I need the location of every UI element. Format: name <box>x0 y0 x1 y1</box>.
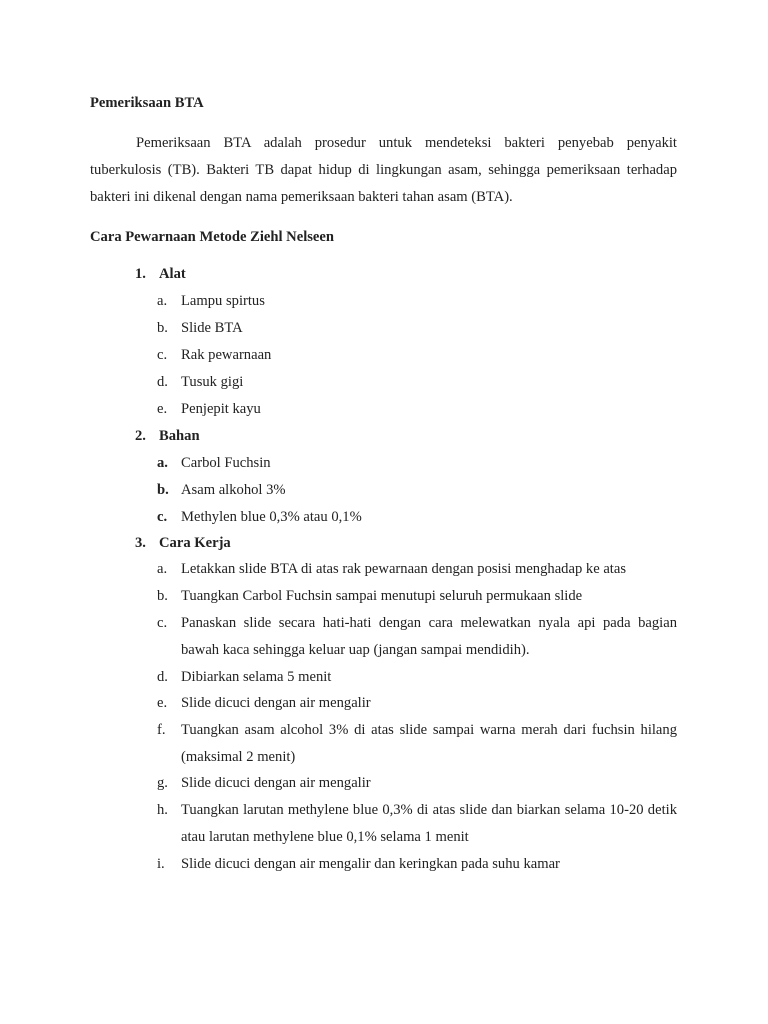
section-bahan-heading <box>135 427 200 445</box>
section-number: 1. <box>135 266 146 282</box>
list-item <box>157 610 677 664</box>
list-item-text: Slide dicuci dengan air mengalir <box>181 775 371 791</box>
method-heading: Cara Pewarnaan Metode Ziehl Nelseen <box>90 229 334 245</box>
section-cara-kerja-heading <box>135 534 231 552</box>
section-title: Cara Kerja <box>159 535 231 551</box>
list-item-text: Tuangkan Carbol Fuchsin sampai menutupi seluruh permukaan slide <box>181 588 583 604</box>
list-item-text: Rak pewarnaan <box>181 347 272 363</box>
list-marker: f. <box>157 722 166 738</box>
list-marker: a. <box>157 455 168 471</box>
document-title: Pemeriksaan BTA <box>90 95 204 111</box>
list-item <box>157 477 677 504</box>
list-item <box>157 717 677 771</box>
list-item <box>157 369 677 396</box>
list-item-text: Penjepit kayu <box>181 401 261 417</box>
list-item <box>157 664 677 691</box>
list-item <box>157 583 677 610</box>
list-item <box>157 690 677 717</box>
section-number: 2. <box>135 428 146 444</box>
list-item <box>157 770 677 797</box>
list-marker: b. <box>157 320 168 336</box>
list-marker: a. <box>157 561 168 577</box>
list-item <box>157 396 677 423</box>
list-item-text: Slide dicuci dengan air mengalir dan keringkan pada suhu kamar <box>181 856 560 872</box>
list-marker: i. <box>157 856 165 872</box>
list-item-text: Letakkan slide BTA di atas rak pewarnaan dengan posisi menghadap ke atas <box>181 561 627 577</box>
list-marker: c. <box>157 347 168 363</box>
list-item-text: Lampu spirtus <box>181 293 265 309</box>
list-item-text: Panaskan slide secara hati-hati dengan cara melewatkan nyala api pada bagian bawah kaca sehingga keluar uap (jangan sampai mendidih). <box>181 615 677 658</box>
list-item <box>157 315 677 342</box>
list-marker: d. <box>157 374 168 390</box>
list-marker: c. <box>157 615 168 631</box>
list-item <box>157 556 677 583</box>
list-marker: g. <box>157 775 168 791</box>
list-marker: b. <box>157 588 168 604</box>
list-item-text: Slide BTA <box>181 320 243 336</box>
list-item-text: Carbol Fuchsin <box>181 455 271 471</box>
list-item-text: Dibiarkan selama 5 menit <box>181 669 332 685</box>
list-item-text: Tuangkan larutan methylene blue 0,3% di atas slide dan biarkan selama 10-20 detik atau larutan methylene blue 0,1% selama 1 menit <box>181 802 677 845</box>
list-marker: a. <box>157 293 168 309</box>
list-item <box>157 342 677 369</box>
list-item <box>157 450 677 477</box>
list-item <box>157 504 677 531</box>
list-item <box>157 797 677 851</box>
list-marker: e. <box>157 695 168 711</box>
intro-paragraph <box>90 130 677 211</box>
list-marker: d. <box>157 669 168 685</box>
list-item <box>157 851 677 878</box>
list-item-text: Slide dicuci dengan air mengalir <box>181 695 371 711</box>
list-marker: e. <box>157 401 168 417</box>
list-item-text: Tusuk gigi <box>181 374 244 390</box>
list-marker: c. <box>157 509 168 525</box>
list-item-text: Methylen blue 0,3% atau 0,1% <box>181 509 362 525</box>
intro-text: Pemeriksaan BTA adalah prosedur untuk mendeteksi bakteri penyebab penyakit tuberkulosis (TB). Bakteri TB dapat hidup di lingkungan asam, sehingga pemeriksaan terhadap bakteri ini dikenal dengan nama pemeriksaan bakteri tahan asam (BTA). <box>90 135 677 205</box>
list-marker: h. <box>157 802 168 818</box>
list-item-text: Tuangkan asam alcohol 3% di atas slide sampai warna merah dari fuchsin hilang (maksimal 2 menit) <box>181 722 677 765</box>
list-item-text: Asam alkohol 3% <box>181 482 286 498</box>
list-marker: b. <box>157 482 169 498</box>
section-title: Alat <box>159 266 186 282</box>
list-item <box>157 288 677 315</box>
section-title: Bahan <box>159 428 200 444</box>
section-alat-heading <box>135 265 186 283</box>
section-number: 3. <box>135 535 146 551</box>
